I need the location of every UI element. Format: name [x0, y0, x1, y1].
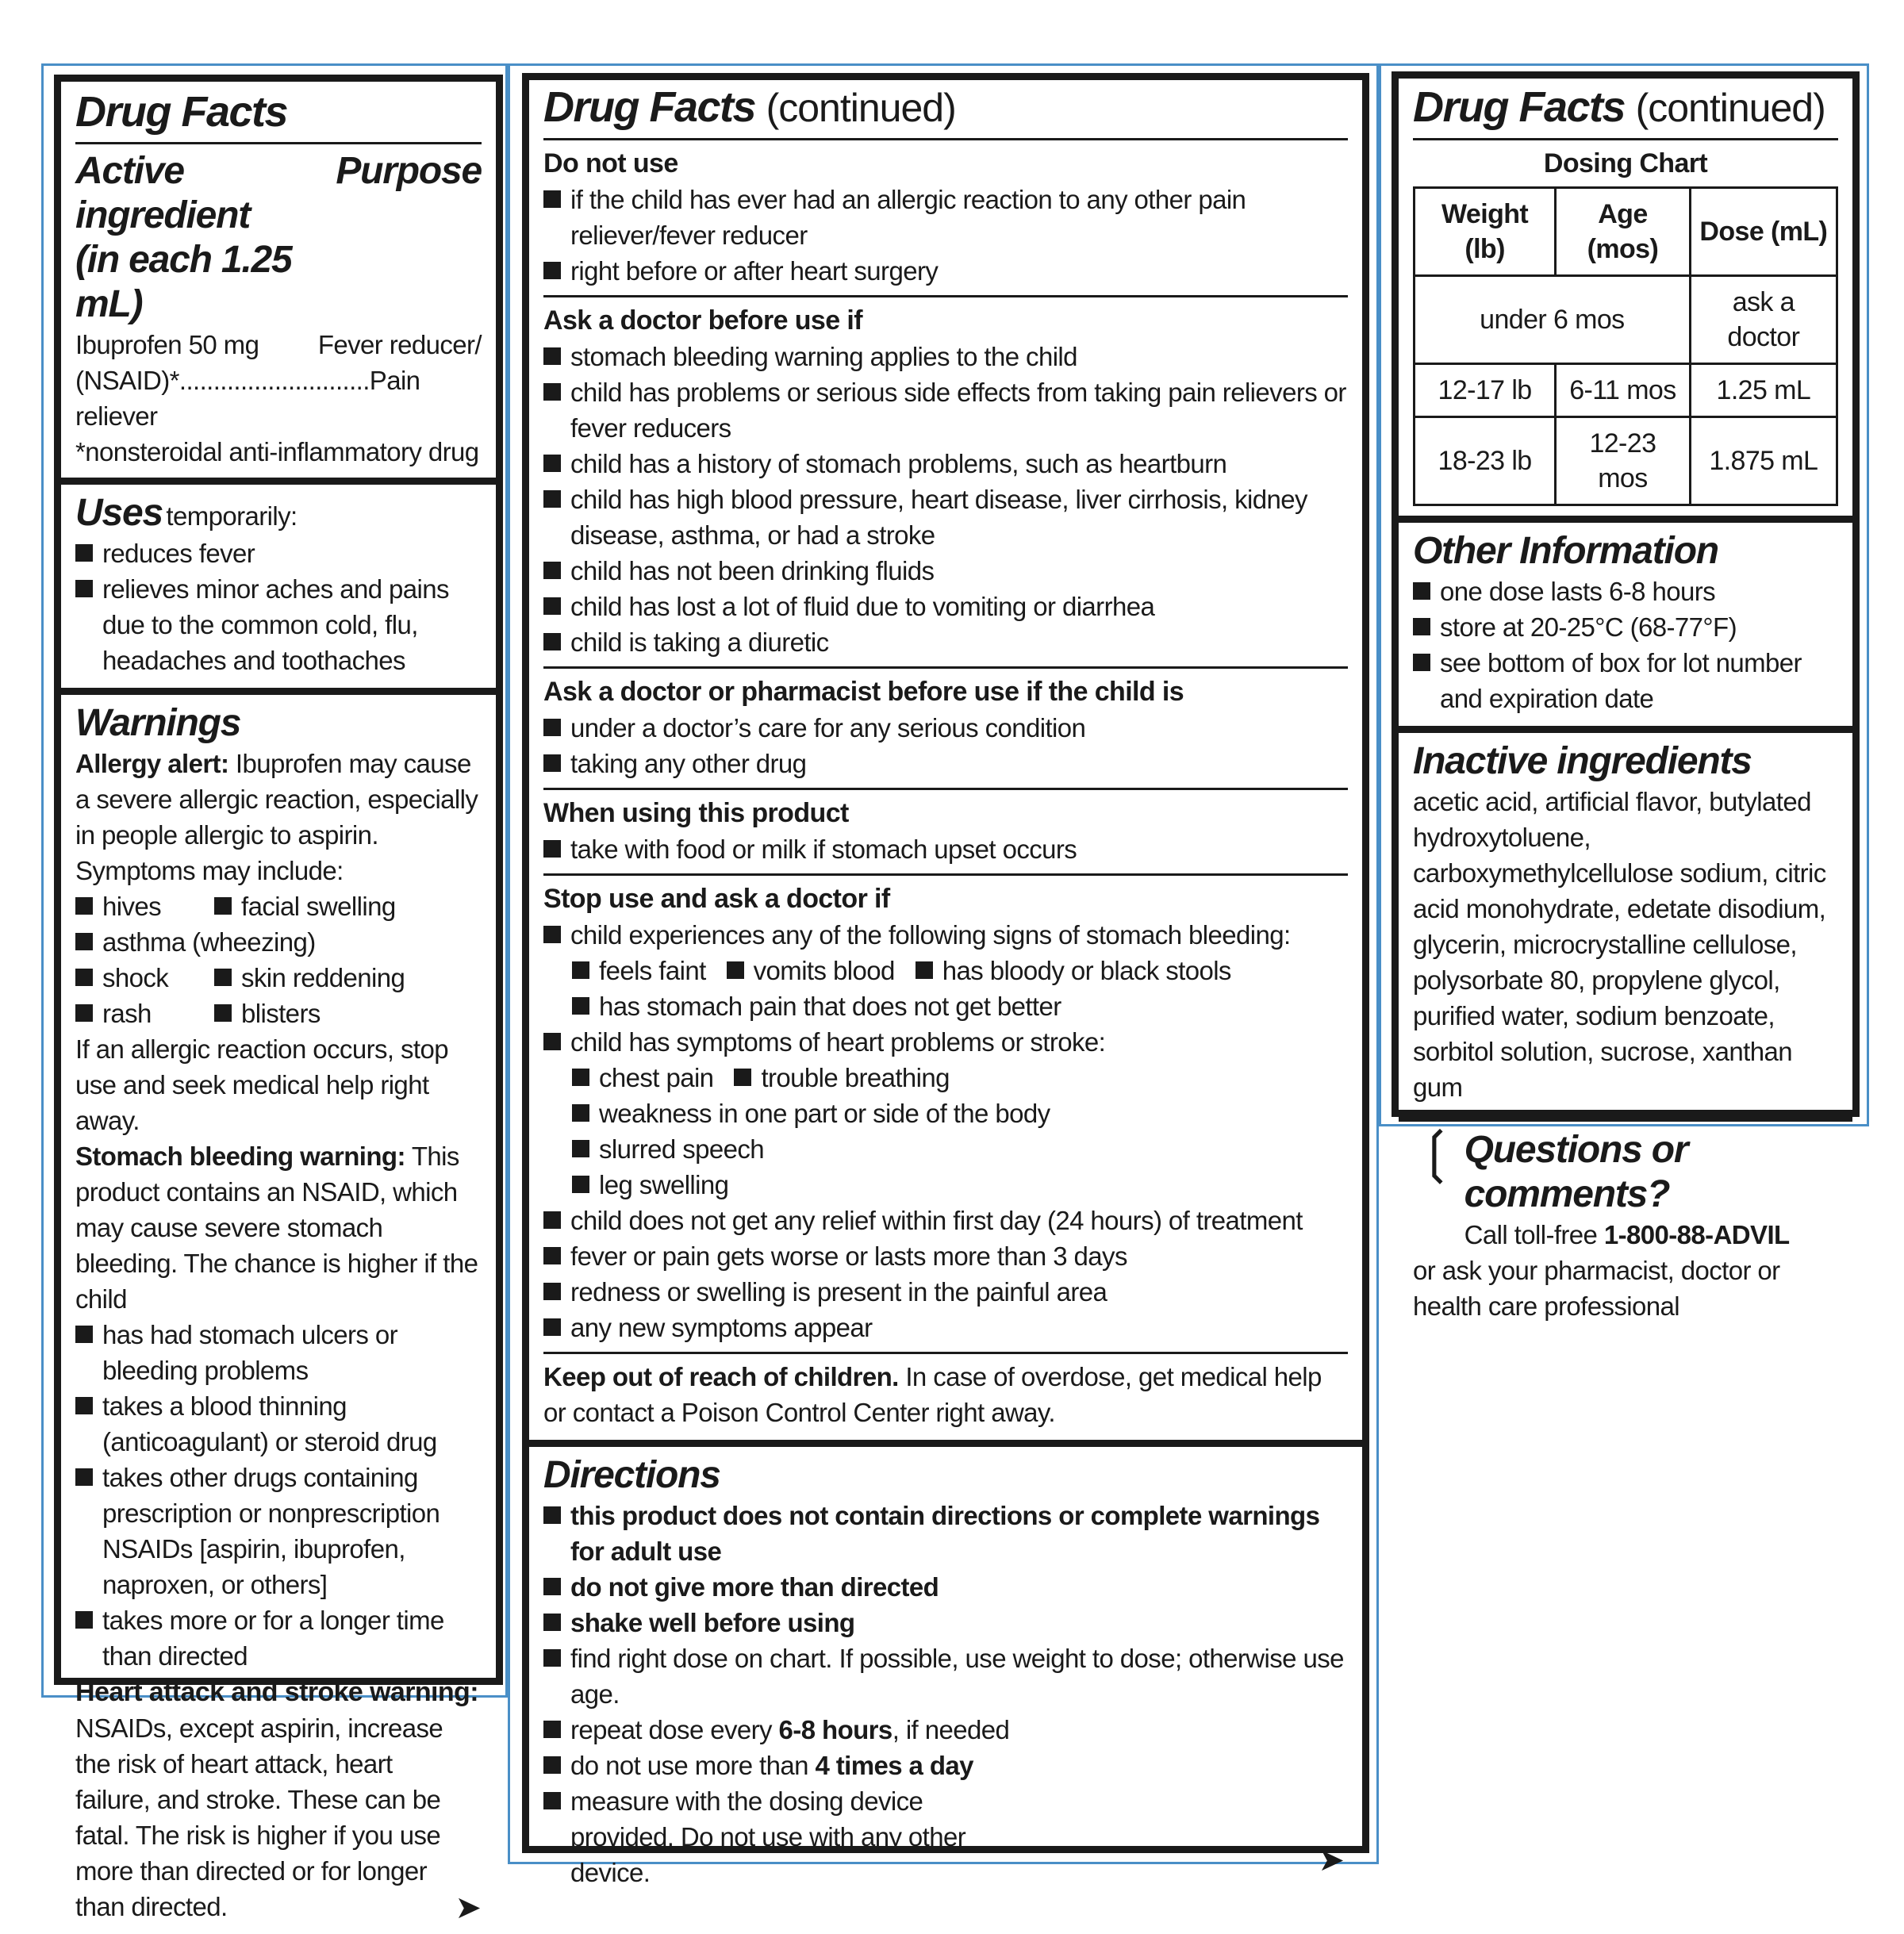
sub-item: has bloody or black stools — [916, 953, 1231, 988]
table-row — [1415, 417, 1837, 505]
list-item: take with food or milk if stomach upset occurs — [543, 831, 1348, 867]
heart-text: NSAIDs, except aspirin, increase the risk of heart attack, heart failure, and stroke. These can be fatal. The risk is higher if you use more than directed or for longer than directed. — [75, 1713, 443, 1921]
table-header: Weight (lb) — [1415, 188, 1556, 276]
list-item: takes more or for a longer time than directed — [75, 1602, 482, 1674]
list-item: relieves minor aches and pains due to the common cold, flu, headaches and toothaches — [75, 571, 482, 678]
active-ingredient-heading: Active ingredient (in each 1.25 mL) — [75, 150, 292, 325]
table-cell: 18-23 lb — [1415, 417, 1556, 505]
symptom: skin reddening — [214, 960, 405, 996]
list-item: child does not get any relief within first day (24 hours) of treatment — [543, 1203, 1348, 1238]
sub-item: weakness in one part or side of the body — [572, 1096, 1348, 1131]
list-item: reduces fever — [75, 535, 482, 571]
list-item — [543, 1748, 1348, 1783]
phone-icon: ❲ — [1413, 1121, 1460, 1183]
sub-item: vomits blood — [727, 953, 895, 988]
ask-doctor-heading: Ask a doctor before use if — [543, 305, 862, 336]
max-pre: do not use more than — [570, 1751, 808, 1780]
list-item: taking any other drug — [543, 746, 1348, 781]
table-cell: 12-17 lb — [1415, 364, 1556, 417]
stop-use-heading: Stop use and ask a doctor if — [543, 884, 890, 914]
questions-section — [1399, 1122, 1852, 1333]
list-item: child has not been drinking fluids — [543, 553, 1348, 589]
panel-title: Drug Facts — [543, 83, 756, 131]
other-information-section — [1399, 523, 1852, 733]
allergy-label: Allergy alert: — [75, 749, 229, 778]
continued-warnings-section — [529, 80, 1362, 1447]
table-header: Dose (mL) — [1690, 188, 1837, 276]
list-item: find right dose on chart. If possible, use weight to dose; otherwise use age. — [543, 1640, 1348, 1712]
list-item: any new symptoms appear — [543, 1310, 1348, 1345]
table-cell: under 6 mos — [1415, 276, 1691, 364]
drug-facts-panel-2 — [522, 73, 1369, 1887]
list-item: measure with the dosing device provided. Do not use with any other device. — [543, 1783, 1015, 1890]
list-item: child has lost a lot of fluid due to vomiting or diarrhea — [543, 589, 1348, 624]
list-item: this product does not contain directions or complete warnings for adult use — [543, 1498, 1348, 1569]
keep-out-text: In case of overdose, get medical help or contact a Poison Control Center right away. — [543, 1362, 1322, 1427]
warnings-heading: Warnings — [75, 702, 241, 744]
sub-item: trouble breathing — [734, 1060, 949, 1096]
symptom: asthma (wheezing) — [75, 924, 316, 960]
purpose-heading: Purpose — [336, 150, 482, 192]
list-item: shake well before using — [543, 1605, 1348, 1640]
sub-item: slurred speech — [572, 1131, 1348, 1167]
list-item: child experiences any of the following signs of stomach bleeding: — [543, 917, 1348, 953]
when-using-heading: When using this product — [543, 798, 849, 828]
repeat-post: , if needed — [892, 1715, 1010, 1744]
list-item: under a doctor’s care for any serious condition — [543, 710, 1348, 746]
panel-title: Drug Facts — [75, 88, 288, 136]
heart-label: Heart attack and stroke warning: — [75, 1677, 478, 1707]
list-item: child is taking a diuretic — [543, 624, 1348, 660]
phone-number: 1-800-88-ADVIL — [1603, 1220, 1790, 1249]
table-cell: 12-23 mos — [1556, 417, 1691, 505]
list-item: stomach bleeding warning applies to the child — [543, 339, 1348, 374]
symptom: rash — [75, 996, 194, 1031]
list-item: child has a history of stomach problems, such as heartburn — [543, 446, 1348, 482]
dosing-section — [1399, 79, 1852, 523]
inactive-ingredients-section — [1399, 733, 1852, 1122]
drug-facts-panel-3 — [1392, 71, 1860, 1321]
allergy-action: If an allergic reaction occurs, stop use and seek medical help right away. — [75, 1034, 448, 1135]
ingredient-name: Ibuprofen 50 mg — [75, 330, 259, 359]
list-item: takes a blood thinning (anticoagulant) or steroid drug — [75, 1388, 482, 1460]
list-item: child has problems or serious side effects from taking pain relievers or fever reducers — [543, 374, 1348, 446]
table-cell: 1.25 mL — [1690, 364, 1837, 417]
symptom: hives — [75, 888, 194, 924]
list-item: if the child has ever had an allergic reaction to any other pain reliever/fever reducer — [543, 182, 1348, 253]
uses-section — [61, 485, 496, 695]
stomach-text: This product contains an NSAID, which may cause severe stomach bleeding. The chance is higher if the child — [75, 1142, 478, 1314]
symptom: blisters — [214, 996, 321, 1031]
list-item: store at 20-25°C (68-77°F) — [1413, 609, 1838, 645]
questions-pre: Call toll-free — [1464, 1220, 1598, 1249]
inactive-ingredients-heading: Inactive ingredients — [1413, 740, 1752, 782]
list-item: has had stomach ulcers or bleeding problems — [75, 1317, 482, 1388]
table-cell: ask a doctor — [1690, 276, 1837, 364]
max-bold: 4 times a day — [815, 1751, 973, 1780]
stomach-label: Stomach bleeding warning: — [75, 1142, 405, 1171]
table-cell: 1.875 mL — [1690, 417, 1837, 505]
ingredient-nsaid: (NSAID)*............................Pain reliever — [75, 366, 420, 431]
other-information-heading: Other Information — [1413, 530, 1718, 572]
sub-item: chest pain — [572, 1060, 713, 1096]
list-item: child has high blood pressure, heart disease, liver cirrhosis, kidney disease, asthma, or had a stroke — [543, 482, 1348, 553]
do-not-use-heading: Do not use — [543, 148, 678, 178]
active-ingredient-section — [61, 82, 496, 485]
list-item: redness or swelling is present in the painful area — [543, 1274, 1348, 1310]
sub-item: has stomach pain that does not get better — [572, 988, 1348, 1024]
directions-section — [529, 1447, 1362, 1891]
symptom: facial swelling — [214, 888, 396, 924]
table-row — [1415, 276, 1837, 364]
list-item: fever or pain gets worse or lasts more than 3 days — [543, 1238, 1348, 1274]
continue-arrow-icon: ➤ — [455, 1890, 482, 1925]
panel-title-continued: (continued) — [1635, 86, 1825, 130]
questions-post: or ask your pharmacist, doctor or health care professional — [1413, 1256, 1780, 1321]
list-item: do not give more than directed — [543, 1569, 1348, 1605]
panel-title: Drug Facts — [1413, 83, 1626, 131]
list-item: see bottom of box for lot number and expiration date — [1413, 645, 1838, 716]
questions-heading: Questions or comments? — [1464, 1129, 1688, 1215]
repeat-pre: repeat dose every — [570, 1715, 772, 1744]
repeat-bold: 6-8 hours — [778, 1715, 892, 1744]
continue-arrow-icon: ➤ — [1318, 1843, 1345, 1878]
ask-pharmacist-heading: Ask a doctor or pharmacist before use if the child is — [543, 677, 1184, 707]
table-cell: 6-11 mos — [1556, 364, 1691, 417]
list-item: takes other drugs containing prescription or nonprescription NSAIDs [aspirin, ibuprofen, naproxen, or others] — [75, 1460, 482, 1602]
list-item: one dose lasts 6-8 hours — [1413, 574, 1838, 609]
sub-item: feels faint — [572, 953, 706, 988]
drug-facts-panel-1 — [54, 75, 503, 1925]
uses-intro: temporarily: — [166, 501, 298, 531]
sub-item: leg swelling — [572, 1167, 1348, 1203]
dosing-chart-heading: Dosing Chart — [1543, 148, 1708, 178]
allergy-text: Ibuprofen may cause a severe allergic reaction, especially in people allergic to aspirin. Symptoms may include: — [75, 749, 478, 885]
directions-heading: Directions — [543, 1454, 720, 1496]
list-item: right before or after heart surgery — [543, 253, 1348, 289]
list-item — [543, 1712, 1348, 1748]
footnote: *nonsteroidal anti-inflammatory drug — [75, 437, 479, 466]
keep-out-label: Keep out of reach of children. — [543, 1362, 899, 1391]
panel-title-continued: (continued) — [766, 86, 956, 130]
list-item: child has symptoms of heart problems or stroke: — [543, 1024, 1348, 1060]
inactive-ingredients-text: acetic acid, artificial flavor, butylated hydroxytoluene, carboxymethylcellulose sodium, citric acid monohydrate, edetate disodium, glycerin, microcrystalline cellulose, polysorbate 80, propylene glycol, purified water, sodium benzoate, sorbitol solution, sucrose, xanthan gum — [1413, 787, 1826, 1102]
symptom: shock — [75, 960, 194, 996]
uses-heading: Uses — [75, 492, 163, 534]
dosing-table — [1413, 186, 1838, 506]
purpose-fever: Fever reducer/ — [317, 330, 482, 359]
table-row — [1415, 364, 1837, 417]
warnings-section — [61, 695, 496, 1934]
table-header: Age (mos) — [1556, 188, 1691, 276]
